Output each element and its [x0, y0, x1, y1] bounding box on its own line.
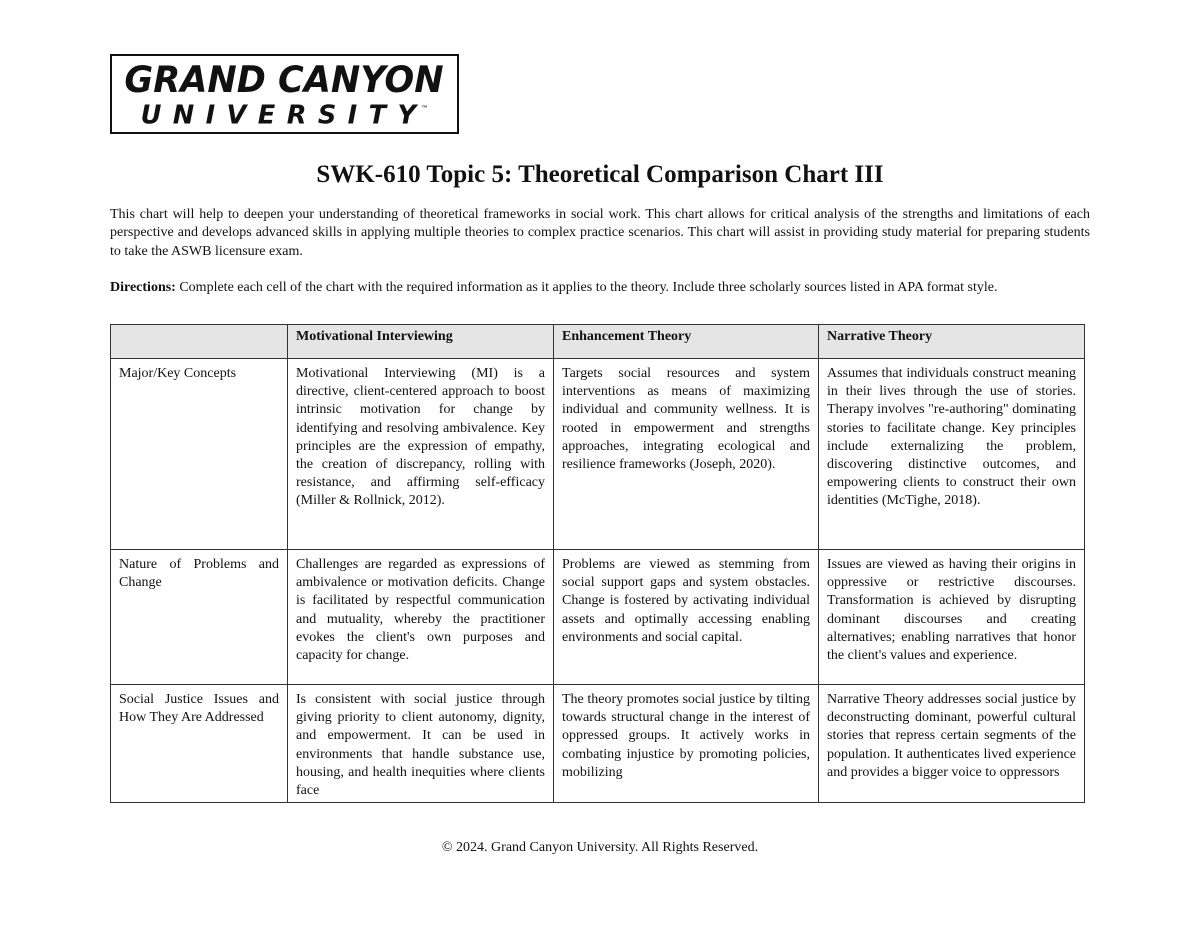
header-corner-cell [111, 325, 288, 359]
table-row [111, 359, 1085, 550]
directions-paragraph [110, 279, 1090, 297]
copyright-footer: © 2024. Grand Canyon University. All Rights Reserved. [441, 840, 759, 855]
table-cell[interactable]: Targets social resources and system interventions as means of maximizing individual and community wellness. It is rooted in empowerment and strengths approaches, integrating ecological and resilience frameworks (Joseph, 2020). [554, 359, 819, 550]
header-motivational-interviewing: Motivational Interviewing [288, 325, 554, 359]
table-cell[interactable]: Issues are viewed as having their origins in oppressive or restrictive discourses. Transformation is achieved by disrupting dominant discourses and creating alternatives; enabling narratives that honor the client's values and experience. [819, 550, 1085, 685]
row-label: Social Justice Issues and How They Are Addressed [111, 685, 288, 803]
table-cell[interactable]: Problems are viewed as stemming from social support gaps and system obstacles. Change is fostered by activating individual assets and optimally accessing enabling environments and social capital. [554, 550, 819, 685]
row-label: Nature of Problems and Change [111, 550, 288, 685]
directions-text: Complete each cell of the chart with the required information as it applies to the theory. Include three scholarly sources listed in APA format style. [175, 280, 998, 295]
table-cell[interactable]: Assumes that individuals construct meaning in their lives through the use of stories. Therapy involves "re-authoring" dominating stories to facilitate change. Key principles include externalizing the problem, discovering distinctive outcomes, and empowering clients to construct their own identities (McTighe, 2018). [819, 359, 1085, 550]
logo-line2: UNIVERSITY [140, 100, 417, 131]
table-cell[interactable]: Narrative Theory addresses social justice by deconstructing dominant, powerful cultural stories that repress certain segments of the population. It authenticates lived experience and provides a bigger voice to oppressors [819, 685, 1085, 803]
document-title: SWK-610 Topic 5: Theoretical Comparison Chart III [316, 161, 884, 188]
logo-trademark: ™ [420, 104, 429, 114]
row-label: Major/Key Concepts [111, 359, 288, 550]
comparison-chart-table [110, 324, 1085, 803]
university-logo [110, 54, 459, 134]
table-header-row [111, 325, 1085, 359]
table-cell[interactable]: Motivational Interviewing (MI) is a directive, client-centered approach to boost intrinsic motivation for change by identifying and resolving ambivalence. Key principles are the expression of empathy, the creation of discrepancy, rolling with resistance, and affirming self-efficacy (Miller & Rollnick, 2012). [288, 359, 554, 550]
intro-paragraph: This chart will help to deepen your understanding of theoretical frameworks in social work. This chart allows for critical analysis of the strengths and limitations of each perspective and develops advanced skills in applying multiple theories to complex practice scenarios. This chart will assist in providing study material for preparing students to take the ASWB licensure exam. [110, 207, 1090, 259]
table-row [111, 550, 1085, 685]
table-cell[interactable]: Challenges are regarded as expressions of ambivalence or motivation deficits. Change is facilitated by respectful communication and mutuality, whereby the practitioner evokes the client's own purposes and capacity for change. [288, 550, 554, 685]
logo-line1: GRAND CANYON [124, 59, 444, 102]
logo-wordmark [112, 56, 457, 132]
table-row [111, 685, 1085, 803]
table-cell[interactable]: The theory promotes social justice by tilting towards structural change in the interest of oppressed groups. It actively works in combating injustice by promoting policies, mobilizing [554, 685, 819, 803]
directions-label: Directions: [110, 280, 176, 295]
table-cell[interactable]: Is consistent with social justice through giving priority to client autonomy, dignity, and empowerment. It can be used in environments that handle substance use, housing, and health inequities where clients face [288, 685, 554, 803]
header-narrative-theory: Narrative Theory [819, 325, 1085, 359]
header-enhancement-theory: Enhancement Theory [554, 325, 819, 359]
